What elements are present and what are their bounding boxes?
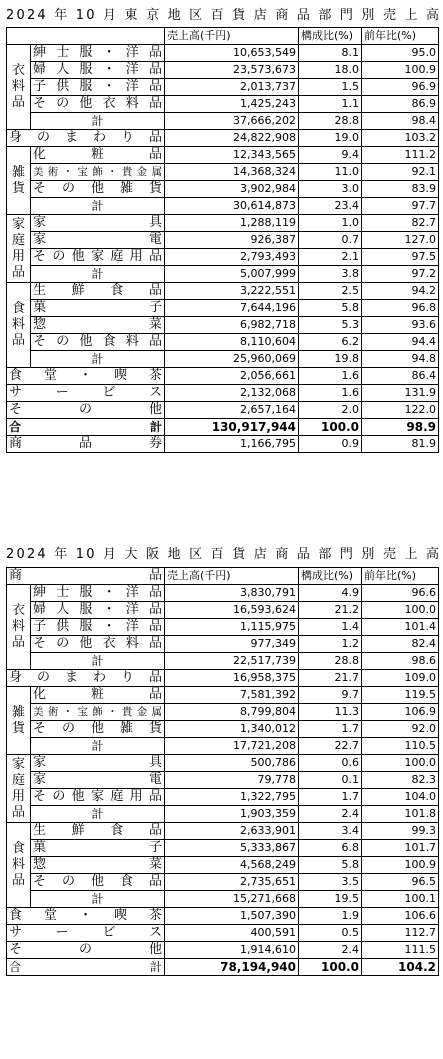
yoy-value: 101.4 xyxy=(362,619,439,636)
sales-value: 12,343,565 xyxy=(165,147,299,164)
sales-value: 1,288,119 xyxy=(165,215,299,232)
share-value: 5.8 xyxy=(299,300,362,317)
share-value: 2.1 xyxy=(299,249,362,266)
sales-value: 15,271,668 xyxy=(165,891,299,908)
share-value: 5.3 xyxy=(299,317,362,334)
row-label: 美術・宝飾・貴金属 xyxy=(31,704,165,721)
subtotal-label: 計 xyxy=(31,653,165,670)
sales-value: 7,644,196 xyxy=(165,300,299,317)
row-label: 身のまわり品 xyxy=(7,670,165,687)
row-label: 美術・宝飾・貴金属 xyxy=(31,164,165,181)
sales-value: 926,387 xyxy=(165,232,299,249)
share-value: 2.4 xyxy=(299,942,362,959)
yoy-value: 96.9 xyxy=(362,79,439,96)
row-label: 家具 xyxy=(31,215,165,232)
yoy-value: 104.2 xyxy=(362,959,439,976)
share-value: 21.2 xyxy=(299,602,362,619)
row-label: 食堂・喫茶 xyxy=(7,368,165,385)
sales-value: 2,132,068 xyxy=(165,385,299,402)
table-row xyxy=(7,368,439,385)
sales-value: 4,568,249 xyxy=(165,857,299,874)
share-value: 4.9 xyxy=(299,585,362,602)
table-row xyxy=(7,721,439,738)
row-label: その他家庭用品 xyxy=(31,249,165,266)
table-row xyxy=(7,823,439,840)
share-value: 0.6 xyxy=(299,755,362,772)
yoy-value: 97.2 xyxy=(362,266,439,283)
subtotal-row xyxy=(7,113,439,130)
group-label-food: 食 料 品 xyxy=(7,283,31,368)
table-row xyxy=(7,385,439,402)
header-yoy: 前年比(%) xyxy=(362,28,439,45)
row-label: 菓子 xyxy=(31,300,165,317)
table-row xyxy=(7,62,439,79)
header-share: 構成比(%) xyxy=(299,28,362,45)
yoy-value: 81.9 xyxy=(362,436,439,453)
row-label: 食堂・喫茶 xyxy=(7,908,165,925)
share-value: 8.1 xyxy=(299,45,362,62)
share-value: 19.5 xyxy=(299,891,362,908)
share-value: 28.8 xyxy=(299,653,362,670)
sales-value: 22,517,739 xyxy=(165,653,299,670)
sales-value: 5,007,999 xyxy=(165,266,299,283)
subtotal-row xyxy=(7,351,439,368)
yoy-value: 103.2 xyxy=(362,130,439,147)
share-value: 2.0 xyxy=(299,402,362,419)
table-row xyxy=(7,908,439,925)
yoy-value: 96.6 xyxy=(362,585,439,602)
yoy-value: 97.5 xyxy=(362,249,439,266)
share-value: 0.7 xyxy=(299,232,362,249)
row-label: 家具 xyxy=(31,755,165,772)
sales-value: 1,115,975 xyxy=(165,619,299,636)
row-label: その他食料品 xyxy=(31,334,165,351)
yoy-value: 109.0 xyxy=(362,670,439,687)
row-label: サービス xyxy=(7,925,165,942)
table-row xyxy=(7,96,439,113)
sales-value: 2,793,493 xyxy=(165,249,299,266)
table-row xyxy=(7,704,439,721)
table-row xyxy=(7,334,439,351)
share-value: 1.6 xyxy=(299,385,362,402)
row-label: 婦人服・洋品 xyxy=(31,602,165,619)
row-label: 菓子 xyxy=(31,840,165,857)
table-row xyxy=(7,789,439,806)
sales-value: 977,349 xyxy=(165,636,299,653)
yoy-value: 83.9 xyxy=(362,181,439,198)
grand-total-label: 合計 xyxy=(7,419,165,436)
table-row xyxy=(7,619,439,636)
yoy-value: 94.4 xyxy=(362,334,439,351)
yoy-value: 95.0 xyxy=(362,45,439,62)
share-value: 3.8 xyxy=(299,266,362,283)
yoy-value: 100.9 xyxy=(362,857,439,874)
yoy-value: 106.9 xyxy=(362,704,439,721)
share-value: 0.5 xyxy=(299,925,362,942)
table-row xyxy=(7,874,439,891)
table-row xyxy=(7,130,439,147)
share-value: 0.9 xyxy=(299,436,362,453)
share-value: 9.4 xyxy=(299,147,362,164)
grand-total-row xyxy=(7,419,439,436)
share-value: 19.0 xyxy=(299,130,362,147)
sales-value: 79,778 xyxy=(165,772,299,789)
row-label: 家電 xyxy=(31,232,165,249)
yoy-value: 93.6 xyxy=(362,317,439,334)
share-value: 100.0 xyxy=(299,419,362,436)
sales-value: 130,917,944 xyxy=(165,419,299,436)
yoy-value: 110.5 xyxy=(362,738,439,755)
share-value: 11.0 xyxy=(299,164,362,181)
share-value: 21.7 xyxy=(299,670,362,687)
table-row xyxy=(7,181,439,198)
share-value: 1.6 xyxy=(299,368,362,385)
sales-value: 23,573,673 xyxy=(165,62,299,79)
share-value: 1.2 xyxy=(299,636,362,653)
table-row xyxy=(7,772,439,789)
share-value: 18.0 xyxy=(299,62,362,79)
sales-value: 8,799,804 xyxy=(165,704,299,721)
subtotal-label: 計 xyxy=(31,891,165,908)
grand-total-label: 合計 xyxy=(7,959,165,976)
row-label: 紳士服・洋品 xyxy=(31,585,165,602)
sales-value: 16,958,375 xyxy=(165,670,299,687)
table-header-row xyxy=(7,28,439,45)
row-label: 子供服・洋品 xyxy=(31,79,165,96)
table-row xyxy=(7,857,439,874)
table-row xyxy=(7,249,439,266)
table-row xyxy=(7,300,439,317)
table-row xyxy=(7,232,439,249)
row-label: 惣菜 xyxy=(31,317,165,334)
table-row xyxy=(7,436,439,453)
share-value: 1.7 xyxy=(299,721,362,738)
yoy-value: 98.9 xyxy=(362,419,439,436)
table-row xyxy=(7,942,439,959)
share-value: 19.8 xyxy=(299,351,362,368)
header-yoy: 前年比(%) xyxy=(362,568,439,585)
yoy-value: 99.3 xyxy=(362,823,439,840)
yoy-value: 86.9 xyxy=(362,96,439,113)
share-value: 9.7 xyxy=(299,687,362,704)
sales-value: 78,194,940 xyxy=(165,959,299,976)
share-value: 3.5 xyxy=(299,874,362,891)
group-label-clothing: 衣 料 品 xyxy=(7,585,31,670)
sales-value: 500,786 xyxy=(165,755,299,772)
table-row xyxy=(7,317,439,334)
group-label-goods: 雑 貨 xyxy=(7,147,31,215)
row-label: サービス xyxy=(7,385,165,402)
sales-value: 8,110,604 xyxy=(165,334,299,351)
share-value: 5.8 xyxy=(299,857,362,874)
header-sales: 売上高(千円) xyxy=(165,568,299,585)
header-sales: 売上高(千円) xyxy=(165,28,299,45)
sales-value: 1,340,012 xyxy=(165,721,299,738)
group-label-food: 食 料 品 xyxy=(7,823,31,908)
sales-value: 30,614,873 xyxy=(165,198,299,215)
row-label: 生鮮食品 xyxy=(31,283,165,300)
table-row xyxy=(7,215,439,232)
sales-value: 1,914,610 xyxy=(165,942,299,959)
share-value: 1.4 xyxy=(299,619,362,636)
table-row xyxy=(7,636,439,653)
subtotal-label: 計 xyxy=(31,113,165,130)
yoy-value: 101.8 xyxy=(362,806,439,823)
table-row xyxy=(7,925,439,942)
sales-value: 5,333,867 xyxy=(165,840,299,857)
subtotal-row xyxy=(7,198,439,215)
sales-value: 2,633,901 xyxy=(165,823,299,840)
sales-value: 3,902,984 xyxy=(165,181,299,198)
sales-value: 25,960,069 xyxy=(165,351,299,368)
share-value: 11.3 xyxy=(299,704,362,721)
sales-value: 2,013,737 xyxy=(165,79,299,96)
yoy-value: 119.5 xyxy=(362,687,439,704)
row-label: 身のまわり品 xyxy=(7,130,165,147)
share-value: 100.0 xyxy=(299,959,362,976)
row-label: 紳士服・洋品 xyxy=(31,45,165,62)
sales-value: 400,591 xyxy=(165,925,299,942)
yoy-value: 92.0 xyxy=(362,721,439,738)
yoy-value: 106.6 xyxy=(362,908,439,925)
group-label-clothing: 衣 料 品 xyxy=(7,45,31,130)
yoy-value: 98.4 xyxy=(362,113,439,130)
yoy-value: 82.7 xyxy=(362,215,439,232)
sales-value: 1,903,359 xyxy=(165,806,299,823)
share-value: 1.7 xyxy=(299,789,362,806)
header-share: 構成比(%) xyxy=(299,568,362,585)
sales-value: 37,666,202 xyxy=(165,113,299,130)
share-value: 2.5 xyxy=(299,283,362,300)
row-label: その他雑貨 xyxy=(31,721,165,738)
yoy-value: 97.7 xyxy=(362,198,439,215)
sales-value: 1,507,390 xyxy=(165,908,299,925)
share-value: 6.8 xyxy=(299,840,362,857)
table-row xyxy=(7,602,439,619)
subtotal-label: 計 xyxy=(31,351,165,368)
yoy-value: 98.6 xyxy=(362,653,439,670)
yoy-value: 82.4 xyxy=(362,636,439,653)
subtotal-label: 計 xyxy=(31,266,165,283)
sales-value: 2,056,661 xyxy=(165,368,299,385)
sales-value: 7,581,392 xyxy=(165,687,299,704)
table-row xyxy=(7,402,439,419)
share-value: 3.0 xyxy=(299,181,362,198)
sales-value: 14,368,324 xyxy=(165,164,299,181)
sales-value: 1,425,243 xyxy=(165,96,299,113)
yoy-value: 100.0 xyxy=(362,755,439,772)
row-label: 化粧品 xyxy=(31,687,165,704)
row-label: その他食品 xyxy=(31,874,165,891)
share-value: 0.1 xyxy=(299,772,362,789)
yoy-value: 101.7 xyxy=(362,840,439,857)
sales-value: 16,593,624 xyxy=(165,602,299,619)
table-header-row xyxy=(7,568,439,585)
row-label: 惣菜 xyxy=(31,857,165,874)
row-label: 家電 xyxy=(31,772,165,789)
share-value: 1.0 xyxy=(299,215,362,232)
yoy-value: 86.4 xyxy=(362,368,439,385)
row-label: 子供服・洋品 xyxy=(31,619,165,636)
yoy-value: 92.1 xyxy=(362,164,439,181)
sales-value: 2,735,651 xyxy=(165,874,299,891)
table-row xyxy=(7,585,439,602)
row-label: その他衣料品 xyxy=(31,636,165,653)
header-category xyxy=(7,28,165,45)
subtotal-row xyxy=(7,266,439,283)
share-value: 23.4 xyxy=(299,198,362,215)
subtotal-label: 計 xyxy=(31,198,165,215)
sales-value: 6,982,718 xyxy=(165,317,299,334)
yoy-value: 112.7 xyxy=(362,925,439,942)
row-label: 婦人服・洋品 xyxy=(31,62,165,79)
table-row xyxy=(7,283,439,300)
tokyo-sales-table xyxy=(6,27,439,453)
table-row xyxy=(7,45,439,62)
row-label: 商品券 xyxy=(7,436,165,453)
subtotal-row xyxy=(7,806,439,823)
yoy-value: 131.9 xyxy=(362,385,439,402)
share-value: 6.2 xyxy=(299,334,362,351)
osaka-title: 2024 年 10 月 大 阪 地 区 百 貨 店 商 品 部 門 別 売 上 高 xyxy=(6,547,442,562)
tokyo-title: 2024 年 10 月 東 京 地 区 百 貨 店 商 品 部 門 別 売 上 高 xyxy=(6,8,442,23)
sales-value: 10,653,549 xyxy=(165,45,299,62)
yoy-value: 82.3 xyxy=(362,772,439,789)
table-row xyxy=(7,164,439,181)
sales-value: 3,830,791 xyxy=(165,585,299,602)
row-label: 生鮮食品 xyxy=(31,823,165,840)
table-row xyxy=(7,755,439,772)
sales-value: 24,822,908 xyxy=(165,130,299,147)
osaka-sales-table xyxy=(6,567,439,976)
grand-total-row xyxy=(7,959,439,976)
share-value: 3.4 xyxy=(299,823,362,840)
share-value: 1.5 xyxy=(299,79,362,96)
sales-value: 17,721,208 xyxy=(165,738,299,755)
subtotal-label: 計 xyxy=(31,738,165,755)
sales-value: 2,657,164 xyxy=(165,402,299,419)
row-label: その他家庭用品 xyxy=(31,789,165,806)
group-label-household: 家 庭 用 品 xyxy=(7,755,31,823)
yoy-value: 104.0 xyxy=(362,789,439,806)
subtotal-label: 計 xyxy=(31,806,165,823)
yoy-value: 111.5 xyxy=(362,942,439,959)
yoy-value: 100.1 xyxy=(362,891,439,908)
share-value: 28.8 xyxy=(299,113,362,130)
yoy-value: 127.0 xyxy=(362,232,439,249)
yoy-value: 111.2 xyxy=(362,147,439,164)
subtotal-row xyxy=(7,653,439,670)
row-label: その他 xyxy=(7,942,165,959)
header-category: 商品 xyxy=(7,568,165,585)
yoy-value: 96.5 xyxy=(362,874,439,891)
table-row xyxy=(7,670,439,687)
table-row xyxy=(7,147,439,164)
yoy-value: 96.8 xyxy=(362,300,439,317)
sales-value: 3,222,551 xyxy=(165,283,299,300)
subtotal-row xyxy=(7,891,439,908)
sales-value: 1,322,795 xyxy=(165,789,299,806)
yoy-value: 122.0 xyxy=(362,402,439,419)
yoy-value: 100.0 xyxy=(362,602,439,619)
share-value: 1.9 xyxy=(299,908,362,925)
share-value: 1.1 xyxy=(299,96,362,113)
yoy-value: 100.9 xyxy=(362,62,439,79)
sales-value: 1,166,795 xyxy=(165,436,299,453)
share-value: 2.4 xyxy=(299,806,362,823)
group-label-goods: 雑 貨 xyxy=(7,687,31,755)
subtotal-row xyxy=(7,738,439,755)
table-row xyxy=(7,840,439,857)
row-label: その他 xyxy=(7,402,165,419)
group-label-household: 家 庭 用 品 xyxy=(7,215,31,283)
table-row xyxy=(7,687,439,704)
yoy-value: 94.8 xyxy=(362,351,439,368)
table-row xyxy=(7,79,439,96)
row-label: その他衣料品 xyxy=(31,96,165,113)
share-value: 22.7 xyxy=(299,738,362,755)
row-label: 化粧品 xyxy=(31,147,165,164)
yoy-value: 94.2 xyxy=(362,283,439,300)
row-label: その他雑貨 xyxy=(31,181,165,198)
